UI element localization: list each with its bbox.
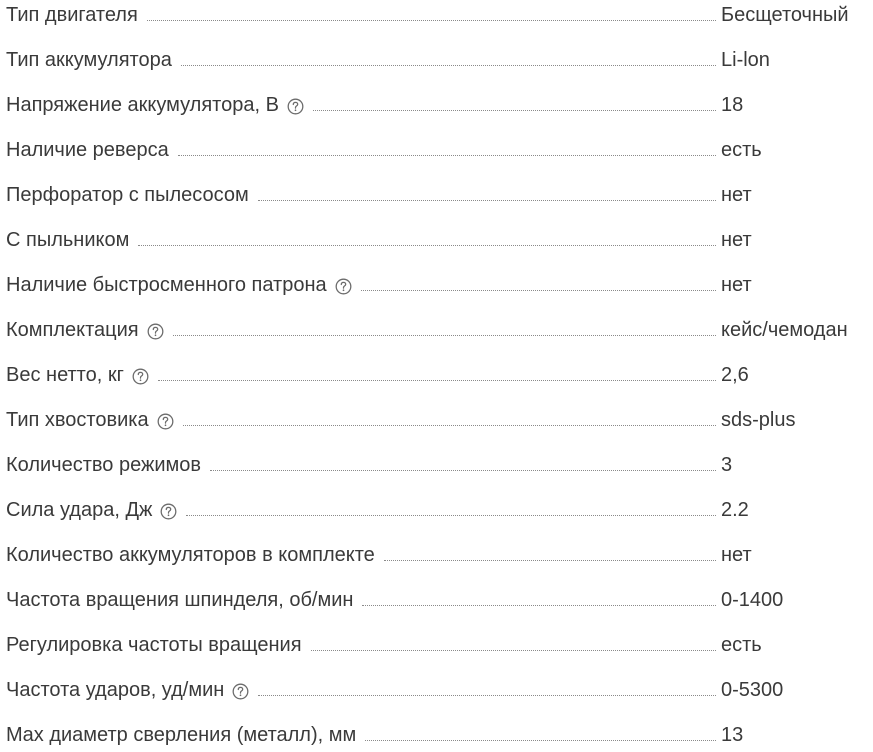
spec-value: 13 [721,724,744,746]
spec-label: Комплектация [6,319,139,341]
spec-row [0,495,873,525]
spec-row [0,180,873,210]
spec-label-wrap [6,450,201,480]
dotted-leader [210,470,716,471]
dotted-leader [313,110,716,111]
spec-label-wrap [6,540,375,570]
spec-row [0,630,873,660]
spec-label-wrap [6,630,302,660]
dotted-leader [384,560,716,561]
spec-row [0,585,873,615]
spec-label-wrap [6,495,177,525]
spec-label: Тип двигателя [6,4,138,26]
spec-row [0,360,873,390]
spec-row [0,135,873,165]
spec-value: нет [721,184,752,206]
spec-label: Перфоратор с пылесосом [6,184,249,206]
spec-value: 18 [721,94,744,116]
dotted-leader [186,515,716,516]
dotted-leader [311,650,716,651]
spec-row [0,720,873,750]
dotted-leader [361,290,716,291]
question-circle-icon[interactable] [335,278,352,295]
question-circle-icon[interactable] [232,683,249,700]
spec-label: Частота ударов, уд/мин [6,679,225,701]
spec-row [0,450,873,480]
spec-label: Количество режимов [6,454,202,476]
dotted-leader [178,155,716,156]
question-circle-icon[interactable] [157,413,174,430]
spec-value: есть [721,139,762,161]
spec-label: Вес нетто, кг [6,364,124,386]
question-circle-icon[interactable] [160,503,177,520]
spec-value: Бесщеточный [721,4,849,26]
spec-row [0,315,873,345]
spec-value: нет [721,229,752,251]
spec-label: Max диаметр сверления (металл), мм [6,724,357,746]
spec-value: есть [721,634,762,656]
spec-value: 2.2 [721,499,749,521]
spec-label: Тип хвостовика [6,409,149,431]
dotted-leader [181,65,716,66]
spec-row [0,90,873,120]
dotted-leader [147,20,716,21]
spec-label-wrap [6,360,149,390]
question-circle-icon[interactable] [147,323,164,340]
spec-label: С пыльником [6,229,130,251]
spec-value: 2,6 [721,364,749,386]
spec-label-wrap [6,405,174,435]
dotted-leader [258,200,716,201]
spec-label: Наличие быстросменного патрона [6,274,327,296]
spec-label-wrap [6,90,304,120]
dotted-leader [173,335,716,336]
dotted-leader [183,425,716,426]
dotted-leader [362,605,716,606]
spec-label: Регулировка частоты вращения [6,634,302,656]
dotted-leader [138,245,716,246]
spec-row [0,0,873,30]
spec-row [0,225,873,255]
spec-label-wrap [6,675,249,705]
spec-row [0,675,873,705]
spec-label: Наличие реверса [6,139,169,161]
spec-label: Сила удара, Дж [6,499,153,521]
spec-label: Напряжение аккумулятора, В [6,94,279,116]
spec-label: Тип аккумулятора [6,49,172,71]
spec-label-wrap [6,585,353,615]
spec-row [0,45,873,75]
spec-value: нет [721,544,752,566]
spec-label-wrap [6,720,356,750]
dotted-leader [158,380,716,381]
spec-label: Частота вращения шпинделя, об/мин [6,589,354,611]
spec-value: sds-plus [721,409,796,431]
spec-value: кейс/чемодан [721,319,848,341]
spec-value: Li-lon [721,49,770,71]
spec-label-wrap [6,180,249,210]
spec-label-wrap [6,270,352,300]
spec-label-wrap [6,135,169,165]
spec-label: Количество аккумуляторов в комплекте [6,544,375,566]
spec-value: нет [721,274,752,296]
spec-row [0,540,873,570]
spec-row [0,270,873,300]
spec-row [0,405,873,435]
spec-value: 3 [721,454,733,476]
spec-label-wrap [6,0,138,30]
question-circle-icon[interactable] [132,368,149,385]
dotted-leader [258,695,716,696]
spec-label-wrap [6,45,172,75]
dotted-leader [365,740,716,741]
spec-value: 0-5300 [721,679,784,701]
question-circle-icon[interactable] [287,98,304,115]
spec-label-wrap [6,315,164,345]
spec-value: 0-1400 [721,589,784,611]
spec-label-wrap [6,225,129,255]
